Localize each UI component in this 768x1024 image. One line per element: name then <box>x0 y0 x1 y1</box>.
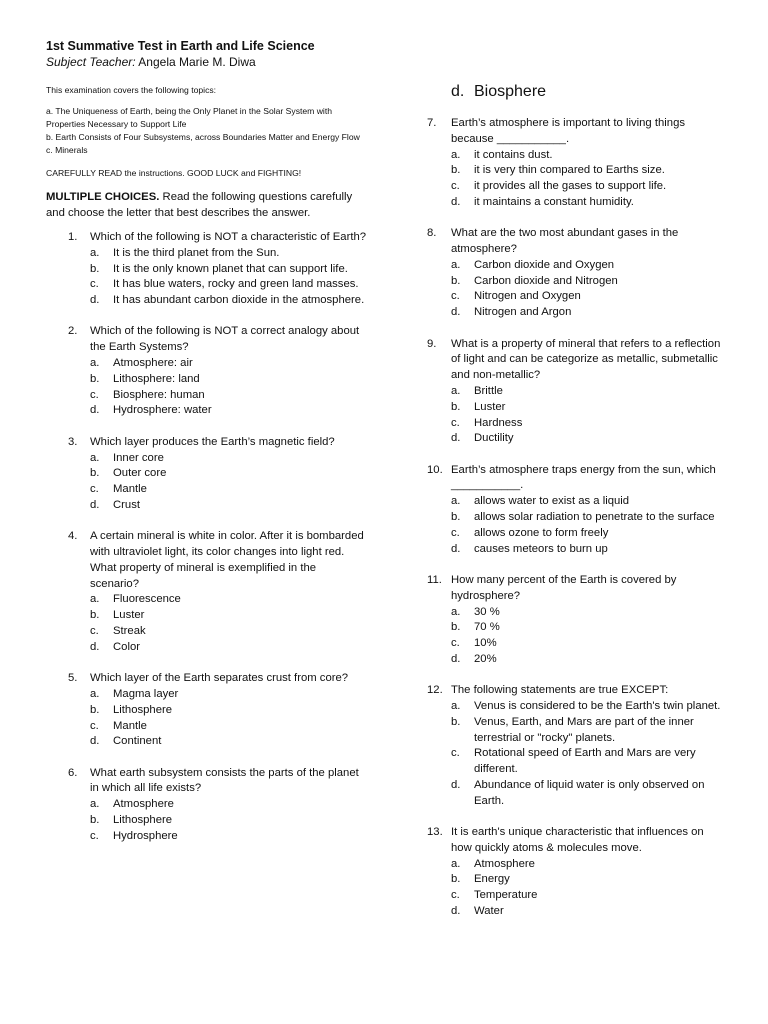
choice-c: c. Mantle <box>90 719 147 732</box>
choice-a: a. Inner core <box>90 451 164 464</box>
test-title: 1st Summative Test in Earth and Life Science <box>46 39 315 53</box>
topics-list <box>46 105 368 157</box>
choice-a: a. 30 % <box>451 605 500 618</box>
choice-d: d. Color <box>90 640 140 653</box>
topic-b: b. Earth Consists of Four Subsystems, across Boundaries Matter and Energy Flow <box>46 132 360 142</box>
reminder-text: CAREFULLY READ the instructions. GOOD LUCK and FIGHTING! <box>46 168 302 178</box>
question-text: What are the two most abundant gases in the atmosphere? <box>451 227 679 256</box>
question-10 <box>427 463 727 558</box>
choice-a: a. Fluorescence <box>90 593 181 606</box>
choice-c: c. 10% <box>451 637 497 650</box>
choice-d: d. Crust <box>90 498 140 511</box>
choice-c: c. Nitrogen and Oxygen <box>451 290 581 303</box>
choice-c: c. Mantle <box>90 483 147 496</box>
choice-d: d. causes meteors to burn up <box>451 542 608 555</box>
question-13 <box>427 825 727 920</box>
question-number: 1. <box>68 231 78 243</box>
question-text: What earth subsystem consists the parts of the planet in which all life exists? <box>90 766 359 795</box>
subject-teacher <box>46 54 368 70</box>
right-column <box>427 83 727 935</box>
choice-a: a. allows water to exist as a liquid <box>451 495 630 508</box>
question-1 <box>46 230 368 309</box>
choice-b: b. Lithosphere <box>90 814 173 826</box>
question-number: 7. <box>427 117 437 129</box>
question-text: How many percent of the Earth is covered by hydrosphere? <box>451 573 677 602</box>
question-5 <box>46 671 368 750</box>
teacher-name: Angela Marie M. Diwa <box>135 55 256 69</box>
choice-b: b. allows solar radiation to penetrate to the surface <box>451 511 715 524</box>
question-number: 2. <box>68 325 78 338</box>
teacher-label: Subject Teacher: <box>46 55 136 69</box>
choice-a: a. it contains dust. <box>451 148 553 161</box>
question-11 <box>427 573 727 668</box>
question-text: Earth’s atmosphere traps energy from the sun, which ___________. <box>451 463 716 492</box>
question-text: Which of the following is NOT a characteristic of Earth? <box>90 231 367 243</box>
choice-d: d. it maintains a constant humidity. <box>451 195 634 208</box>
question-number: 11. <box>427 573 442 586</box>
choice-a: a. Atmosphere: air <box>90 357 193 370</box>
question-number: 10. <box>427 463 443 476</box>
question-2 <box>46 324 368 419</box>
question-text: It is earth's unique characteristic that influences on how quickly atoms & molecules move. <box>451 826 704 854</box>
choice-c: c. Biosphere: human <box>90 388 205 401</box>
choice-d: d. It has abundant carbon dioxide in the atmosphere. <box>90 294 365 307</box>
question-12 <box>427 683 727 809</box>
choice-a: a. Magma layer <box>90 687 179 700</box>
question-8 <box>427 226 727 321</box>
question-text: Earth’s atmosphere is important to living things because ___________. <box>451 117 686 145</box>
choice-d: d. Ductility <box>451 432 514 445</box>
choice-a: a. It is the third planet from the Sun. <box>90 246 280 259</box>
choice-c: c. Temperature <box>451 889 538 902</box>
question-number: 4. <box>68 530 78 543</box>
choice-c: c. Rotational speed of Earth and Mars are very different. <box>451 747 696 776</box>
choice-b: b. Venus, Earth, and Mars are part of the inner terrestrial or "rocky" planets. <box>451 715 694 744</box>
question-text: A certain mineral is white in color. After it is bombarded with ultraviolet light, its color changes into light red. What property of mineral is exemplified in the scenario? <box>90 530 364 590</box>
question-text: Which layer produces the Earth’s magnetic field? <box>90 435 335 448</box>
choice-a: a. Atmosphere <box>451 857 535 870</box>
choice-b: b. Luster <box>451 400 506 413</box>
question-number: 12. <box>427 684 443 697</box>
left-column <box>46 38 368 860</box>
question-9 <box>427 337 727 448</box>
question-text: Which of the following is NOT a correct analogy about the Earth Systems? <box>90 325 360 354</box>
question-number: 13. <box>427 826 443 839</box>
choice-b: b. Carbon dioxide and Nitrogen <box>451 274 618 287</box>
instructions-text: Read the following questions carefully and choose the letter that best describes the answer. <box>46 191 353 219</box>
choice-b: b. it is very thin compared to Earths size. <box>451 164 665 177</box>
topic-a: a. The Uniqueness of Earth, being the Only Planet in the Solar System with Properties Necessary to Support Life <box>46 106 332 129</box>
question-number: 8. <box>427 227 437 240</box>
question-3 <box>46 435 368 514</box>
choice-c: c. Hardness <box>451 416 523 429</box>
choice-b: b. 70 % <box>451 621 500 634</box>
choice-c: c. Hydrosphere <box>90 829 178 842</box>
choice-d: d. Continent <box>90 735 162 748</box>
choice-c: c. Streak <box>90 625 146 638</box>
choice-a: a. Atmosphere <box>90 798 174 811</box>
choice-a: a. Brittle <box>451 384 503 397</box>
choice-c: c. It has blue waters, rocky and green land masses. <box>90 278 359 291</box>
choice-b: b. Lithosphere <box>90 703 173 716</box>
question-text: What is a property of mineral that refers to a reflection of light and can be categorize as metallic, submetallic and non-metallic? <box>451 337 721 382</box>
question-4 <box>46 529 368 655</box>
question-number: 5. <box>68 672 78 685</box>
instructions <box>46 189 368 221</box>
instructions-heading: MULTIPLE CHOICES. <box>46 191 160 203</box>
question-7 <box>427 116 727 211</box>
question-text: The following statements are true EXCEPT: <box>451 684 669 697</box>
question-number: 6. <box>68 766 78 779</box>
choice-b: b. Luster <box>90 609 145 622</box>
question-6-choice-d: d. Biosphere <box>451 83 547 100</box>
choice-b: b. It is the only known planet that can support life. <box>90 262 348 275</box>
topic-c: c. Minerals <box>46 145 88 155</box>
question-number: 9. <box>427 337 437 350</box>
question-number: 3. <box>68 435 78 448</box>
choice-d: d. Abundance of liquid water is only observed on Earth. <box>451 778 705 807</box>
choice-d: d. 20% <box>451 652 497 665</box>
question-6 <box>46 766 368 845</box>
choice-d: d. Nitrogen and Argon <box>451 306 572 319</box>
topics-intro: This examination covers the following topics: <box>46 85 217 95</box>
question-text: Which layer of the Earth separates crust from core? <box>90 672 349 685</box>
choice-d: d. Water <box>451 905 504 918</box>
choice-a: a. Venus is considered to be the Earth's twin planet. <box>451 700 721 712</box>
choice-a: a. Carbon dioxide and Oxygen <box>451 258 615 271</box>
choice-b: b. Outer core <box>90 467 167 480</box>
choice-b: b. Lithosphere: land <box>90 372 200 385</box>
choice-d: d. Hydrosphere: water <box>90 404 212 417</box>
choice-b: b. Energy <box>451 873 510 886</box>
choice-c: c. it provides all the gases to support life. <box>451 180 667 193</box>
choice-c: c. allows ozone to form freely <box>451 526 609 539</box>
